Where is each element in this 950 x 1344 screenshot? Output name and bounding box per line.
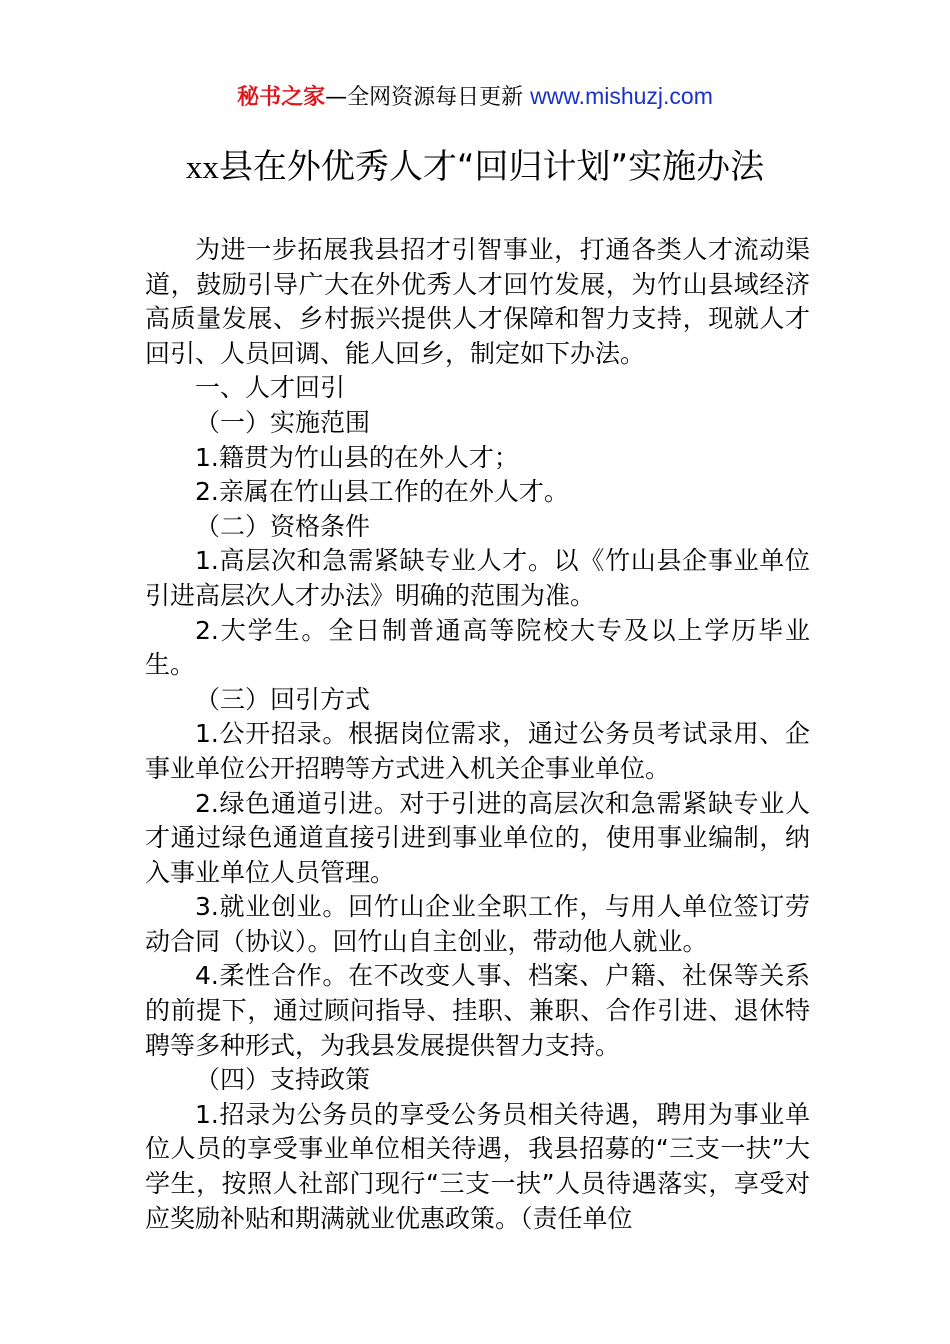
list-item: 1.公开招录。根据岗位需求，通过公务员考试录用、企事业单位公开招聘等方式进入机关企事业单位。 xyxy=(145,719,810,783)
list-item: 4.柔性合作。在不改变人事、档案、户籍、社保等关系的前提下，通过顾问指导、挂职、兼职、合作引进、退休特聘等多种形式，为我县发展提供智力支持。 xyxy=(145,961,810,1060)
site-tagline: —全网资源每日更新 xyxy=(325,85,531,110)
site-url-link[interactable]: www.mishuzj.com xyxy=(530,83,713,109)
site-header xyxy=(0,80,950,114)
subsection-heading: （一）实施范围 xyxy=(195,407,371,437)
title-prefix: xx xyxy=(185,150,219,186)
list-item: 3.就业创业。回竹山企业全职工作，与用人单位签订劳动合同（协议）。回竹山自主创业，带动他人就业。 xyxy=(145,892,810,956)
list-item: 2.大学生。全日制普通高等院校大专及以上学历毕业生。 xyxy=(145,615,810,680)
paragraph: 为进一步拓展我县招才引智事业，打通各类人才流动渠道，鼓励引导广大在外优秀人才回竹发展，为竹山县域经济高质量发展、乡村振兴提供人才保障和智力支持，现就人才回引、人员回调、能人回乡，制定如下办法。 xyxy=(145,235,810,368)
list-item: 1.高层次和急需紧缺专业人才。以《竹山县企事业单位引进高层次人才办法》明确的范围为准。 xyxy=(145,546,810,610)
site-brand: 秘书之家 xyxy=(237,85,326,110)
list-item: 2.绿色通道引进。对于引进的高层次和急需紧缺专业人才通过绿色通道直接引进到事业单位的，使用事业编制，纳入事业单位人员管理。 xyxy=(145,788,810,887)
list-item: 2.亲属在竹山县工作的在外人才。 xyxy=(195,477,569,507)
document-body xyxy=(145,233,810,1236)
subsection-heading: （二）资格条件 xyxy=(195,511,371,541)
section-heading: 一、人才回引 xyxy=(195,373,346,403)
document-title xyxy=(0,144,950,191)
list-item: 1.籍贯为竹山县的在外人才； xyxy=(195,442,519,472)
list-item: 1.招录为公务员的享受公务员相关待遇，聘用为事业单位人员的享受事业单位相关待遇，我县招募的“三支一扶”大学生，按照人社部门现行“三支一扶”人员待遇落实，享受对应奖励补贴和期满就业优惠政策。（责任单位 xyxy=(145,1099,810,1233)
subsection-heading: （四）支持政策 xyxy=(195,1065,371,1095)
subsection-heading: （三）回引方式 xyxy=(195,684,371,714)
title-text: 县在外优秀人才“回归计划”实施办法 xyxy=(218,147,765,187)
